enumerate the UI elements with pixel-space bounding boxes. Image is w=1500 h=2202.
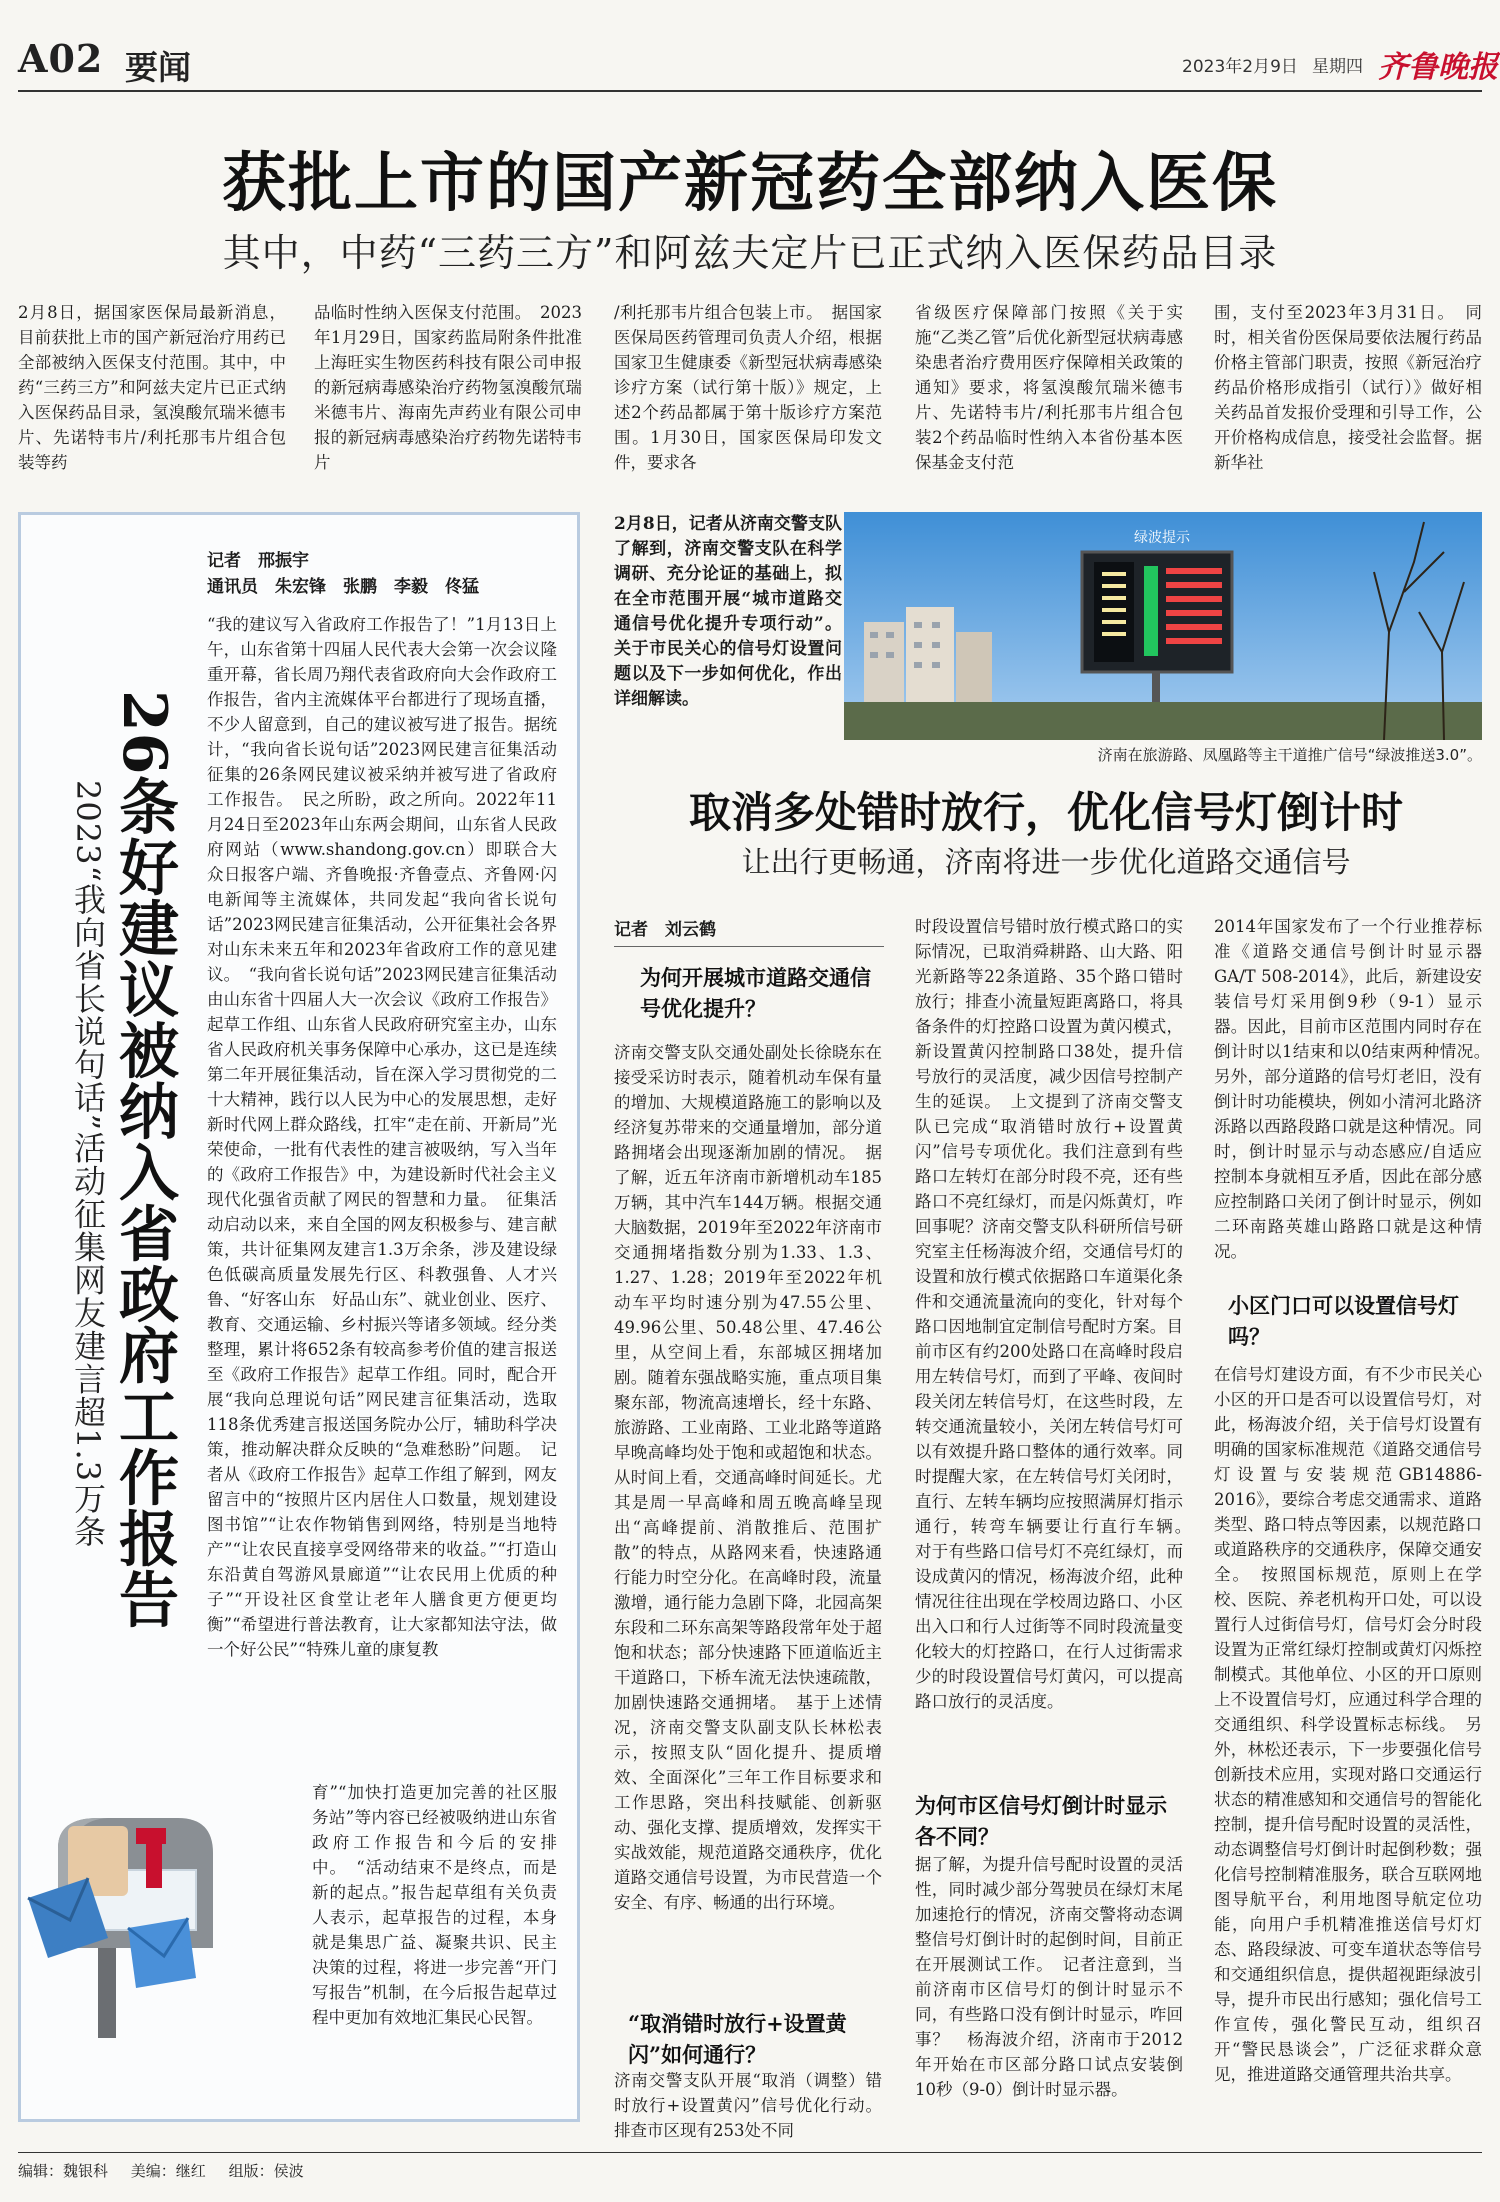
page-number: A02 [18, 36, 104, 81]
lead-column-3: /利托那韦片组合包装上市。 据国家医保局医药管理司负责人介绍，根据国家卫生健康委《新型冠状病毒感染诊疗方案（试行第十版）》规定，上述2个药品都属于第十版诊疗方案范围。1月30日，国家医保局印发文件，要求各 [614, 303, 882, 472]
question-heading-3: 为何市区信号灯倒计时显示各不同？ [915, 1793, 1167, 1849]
page-footer [18, 2160, 322, 2181]
left-story-subheadline: 2023“我向省长说句话”活动征集网友建言超1.3万条 [69, 780, 107, 1549]
lead-column-4: 省级医疗保障部门按照《关于实施“乙类乙管”后优化新型冠状病毒感染患者治疗费用医疗保障相关政策的通知》要求，将氢溴酸氘瑞米德韦片、先诺特韦片/利托那韦片组合包装2个药品临时性纳入本省份基本医保基金支付范 [915, 303, 1183, 472]
mailbox-illustration [28, 1808, 220, 2038]
question-heading-4: 小区门口可以设置信号灯吗？ [1228, 1293, 1459, 1349]
sign-label: 绿波提示 [1134, 530, 1190, 546]
photo-caption: 济南在旅游路、凤凰路等主干道推广信号“绿波推送3.0”。 [1097, 746, 1482, 764]
traffic-intro: 2月8日，记者从济南交警支队了解到，济南交警支队在科学调研、充分论证的基础上，拟在全市范围开展“城市道路交通信号优化提升专项行动”。关于市民关心的信号灯设置问题以及下一步如何优化，作出详细解读。 [614, 514, 842, 709]
footer-divider [18, 2152, 1482, 2153]
traffic-column-2b: 据了解，为提升信号配时设置的灵活性，同时减少部分驾驶员在绿灯末尾加速抢行的情况，济南交警将动态调整信号灯倒计时的起倒时间，目前正在开展测试工作。 记者注意到，当前济南市区信号灯的倒计时显示不同，有些路口没有倒计时显示，咋回事？ 杨海波介绍，济南市于2012年开始在市区部分路口试点安装倒10秒（9-0）倒计时显示器。 [915, 1855, 1183, 2099]
traffic-byline: 记者 刘云鹤 [614, 915, 884, 947]
header-divider [18, 90, 1482, 92]
issue-date: 2023年2月9日 [1182, 57, 1298, 77]
left-story-column-1: “我的建议写入省政府工作报告了！”1月13日上午，山东省第十四届人民代表大会第一次会议隆重开幕，省长周乃翔代表省政府向大会作政府工作报告，省内主流媒体平台都进行了现场直播，不少人留意到，自己的建议被写进了报告。据统计，“我向省长说句话”2023网民建言征集活动征集的26条网民建议被采纳并被写进了省政府工作报告。 民之所盼，政之所向。2022年11月24日至2023年山东两会期间，山东省人民政府网站（www.shandong.gov.cn）即联合大众日报客户端、齐鲁晚报·齐鲁壹点、齐鲁网·闪电新闻等主流媒体，共同发起“我向省长说句话”2023网民建言征集活动，公开征集社会各界对山东未来五年和2023年省政府工作的意见建议。 “我向省长说句话”2023网民建言征集活动由山东省十四届人大一次会议《政府工作报告》起草工作组、山东省人民政府研究室主办，山东省人民政府机关事务保障中心承办，这已是连续第二年开展征集活动，旨在深入学习贯彻党的二十大精神，践行以人民为中心的发展思想，走好新时代网上群众路线，扛牢“走在前、开新局”光荣使命，一批有代表性的建言被吸纳，写入当年的《政府工作报告》中，为建设新时代社会主义现代化强省贡献了网民的智慧和力量。 征集活动启动以来，来自全国的网友积极参与、建言献策，共计征集网友建言1.3万余条，涉及建设绿色低碳高质量发展先行区、科教强鲁、人才兴鲁、“好客山东 好品山东”、就业创业、医疗、教育、交通运输、乡村振兴等诸多领域。经分类整理，累计将652条有较高参考价值的建言报送至《政府工作报告》起草工作组。同时，配合开展“我向总理说句话”网民建言征集活动，选取118条优秀建言报送国务院办公厅，辅助科学决策，推动解决群众反映的“急难愁盼”问题。 记者从《政府工作报告》起草工作组了解到，网友留言中的“按照片区内居住人口数量，规划建设图书馆”“让农作物销售到网络，特别是当地特产”“让农民直接享受网络带来的收益。”“打造山东沿黄自驾游风景廊道”“让农民用上优质的种子”“开设社区食堂让老年人膳食更方便更均衡”“希望进行普法教育，让大家都知法守法，做一个好公民”“特殊儿童的康复教 [207, 615, 557, 1659]
issue-weekday: 星期四 [1312, 57, 1363, 77]
traffic-column-3b: 在信号灯建设方面，有不少市民关心小区的开口是否可以设置信号灯，对此，杨海波介绍，关于信号灯设置有明确的国家标准规范《道路交通信号灯设置与安装规范GB14886-2016》，要综合考虑交通需求、道路类型、路口特点等因素，以规范路口或道路秩序的交通秩序，保障交通安全。 按照国标规范，原则上在学校、医院、养老机构开口处，可以设置行人过街信号灯，信号灯会分时段设置为正常红绿灯控制或黄灯闪烁控制模式。其他单位、小区的开口原则上不设置信号灯，应通过科学合理的交通组织、科学设置标志标线。 另外，林松还表示，下一步要强化信号创新技术应用，实现对路口交通运行状态的精准感知和交通信号的智能化控制，提升信号配时设置的灵活性，动态调整信号灯倒计时起倒秒数；强化信号控制精准服务，联合互联网地图导航平台，利用地图导航定位功能，向用户手机精准推送信号灯灯态、路段绿波、可变车道状态等信号和交通组织信息，提供超视距绿波引导，提升市民出行感知；强化信号工作宣传，强化警民互动，组织召开“警民恳谈会”，广泛征求群众意见，推进道路交通管理共治共享。 [1214, 1365, 1482, 2084]
question-heading-1: 为何开展城市道路交通信号优化提升？ [640, 965, 871, 1021]
traffic-column-3a: 2014年国家发布了一个行业推荐标准《道路交通信号倒计时显示器GA/T 508-2014》，此后，新建设安装信号灯采用倒9秒（9-1）显示器。因此，目前市区范围内同时存在倒计时以1结束和以0结束两种情况。 另外，部分道路的信号灯老旧，没有倒计时功能模块，例如小清河北路济泺路以西路段路口就是这种情况。同时，倒计时显示与动态感应/自适应控制本身就相互矛盾，因此在部分感应控制路口关闭了倒计时显示，例如二环南路英雄山路路口就是这种情况。 [1214, 917, 1499, 1261]
designer-credit: 美编：继红 [130, 2162, 206, 2180]
editor-credit: 编辑：魏银科 [18, 2162, 109, 2180]
lead-column-1: 2月8日，据国家医保局最新消息，目前获批上市的国产新冠治疗用药已全部被纳入医保支付范围。其中，中药“三药三方”和阿兹夫定片已正式纳入医保药品目录，氢溴酸氘瑞米德韦片、先诺特韦片/利托那韦片组合包装等药 [18, 303, 286, 472]
lead-headline: 获批上市的国产新冠药全部纳入医保 [222, 146, 1278, 221]
traffic-headline: 取消多处错时放行，优化信号灯倒计时 [688, 788, 1403, 837]
lead-column-2: 品临时性纳入医保支付范围。 2023年1月29日，国家药监局附条件批准上海旺实生物医药科技有限公司申报的新冠病毒感染治疗药物氢溴酸氘瑞米德韦片、海南先声药业有限公司申报的新冠病毒感染治疗药物先诺特韦片 [314, 303, 582, 472]
left-story-bylines [207, 548, 527, 600]
question-heading-2: “取消错时放行+设置黄闪”如何通行？ [628, 2011, 847, 2067]
lead-subheadline: 其中，中药“三药三方”和阿兹夫定片已正式纳入医保药品目录 [222, 231, 1278, 275]
lead-column-5: 围，支付至2023年3月31日。 同时，相关省份医保局要依法履行药品价格主管部门职责，按照《新冠治疗药品价格形成指引（试行）》做好相关药品首发报价受理和引导工作，公开价格构成信息，接受社会监督。据新华社 [1214, 303, 1482, 472]
left-story-column-2: 育”“加快打造更加完善的社区服务站”等内容已经被吸纳进山东省政府工作报告和今后的安排中。 “活动结束不是终点，而是新的起点。”报告起草组有关负责人表示，起草报告的过程，本身就是集思广益、凝聚共识、民主决策的过程，将进一步完善“开门写报告”机制，在今后报告起草过程中更加有效地汇集民心民智。 [312, 1783, 557, 2027]
left-story-headline: 26条好建议被纳入省政府工作报告 [109, 690, 179, 1630]
reporter-byline: 记者 邢振宇 [207, 551, 309, 571]
traffic-column-2a: 时段设置信号错时放行模式路口的实际情况，已取消舜耕路、山大路、阳光新路等22条道路、35个路口错时放行；排查小流量短距离路口，将具备条件的灯控路口设置为黄闪模式，新设置黄闪控制路口38处，提升信号放行的灵活度，减少因信号控制产生的延误。 上文提到了济南交警支队已完成“取消错时放行+设置黄闪”信号专项优化。我们注意到有些路口左转灯在部分时段不亮，还有些路口不亮红绿灯，而是闪烁黄灯，咋回事呢？济南交警支队科研所信号研究室主任杨海波介绍，交通信号灯的设置和放行模式依据路口车道渠化条件和交通流量流向的变化，针对每个路口因地制宜定制信号配时方案。目前市区有约200处路口在高峰时段启用左转信号灯，而到了平峰、夜间时段关闭左转信号灯，在这些时段，左转交通流量较小，关闭左转信号灯可以有效提升路口整体的通行效率。同时提醒大家，在左转信号灯关闭时，直行、左转车辆均应按照满屏灯指示通行，转弯车辆要让行直行车辆。 对于有些路口信号灯不亮红绿灯，而设成黄闪的情况，杨海波介绍，此种情况往往出现在学校周边路口、小区出入口和行人过街等不同时段流量变化较大的灯控路口，在行人过街需求少的时段设置信号灯黄闪，可以提高路口放行的灵活度。 [915, 917, 1200, 1711]
traffic-sign-photo [844, 512, 1482, 740]
section-name: 要闻 [125, 48, 191, 87]
traffic-subheadline: 让出行更畅通，济南将进一步优化道路交通信号 [741, 845, 1351, 879]
correspondent-byline: 通讯员 朱宏锋 张鹏 李毅 佟猛 [207, 577, 479, 597]
newspaper-logo: 齐鲁晚报 [1378, 50, 1498, 85]
page-header [0, 0, 1500, 90]
layout-credit: 组版：侯波 [228, 2162, 304, 2180]
traffic-column-1b: 济南交警支队开展“取消（调整）错时放行+设置黄闪”信号优化行动。排查市区现有253处不同 [614, 2071, 882, 2140]
traffic-column-1a: 济南交警支队交通处副处长徐晓东在接受采访时表示，随着机动车保有量的增加、大规模道路施工的影响以及经济复苏带来的交通量增加，部分道路拥堵会出现逐渐加剧的情况。 据了解，近五年济南市新增机动车185万辆，其中汽车144万辆。根据交通大脑数据，2019年至2022年济南市交通拥堵指数分别为1.33、1.3、1.27、1.28；2019年至2022年机动车平均时速分别为47.55公里、49.96公里、50.48公里、47.46公里，从空间上看，东部城区拥堵加剧。随着东强战略实施，重点项目集聚东部，物流高速增长，经十东路、旅游路、工业南路、工业北路等道路早晚高峰均处于饱和或超饱和状态。从时间上看，交通高峰时间延长。尤其是周一早高峰和周五晚高峰呈现出“高峰提前、消散推后、范围扩散”的特点，从路网来看，快速路通行能力时空分化。在高峰时段，流量激增，通行能力急剧下降，北园高架东段和二环东高架等路段常年处于超饱和状态；部分快速路下匝道临近主干道路口，下桥车流无法快速疏散，加剧快速路交通拥堵。 基于上述情况，济南交警支队副支队长林松表示，按照支队“固化提升、提质增效、全面深化”三年工作目标要求和工作思路，突出科技赋能、创新驱动、强化支撑、提质增效，发挥实干实战效能，规范道路交通秩序，优化道路交通信号设置，为市民营造一个安全、有序、畅通的出行环境。 [614, 1043, 882, 1912]
